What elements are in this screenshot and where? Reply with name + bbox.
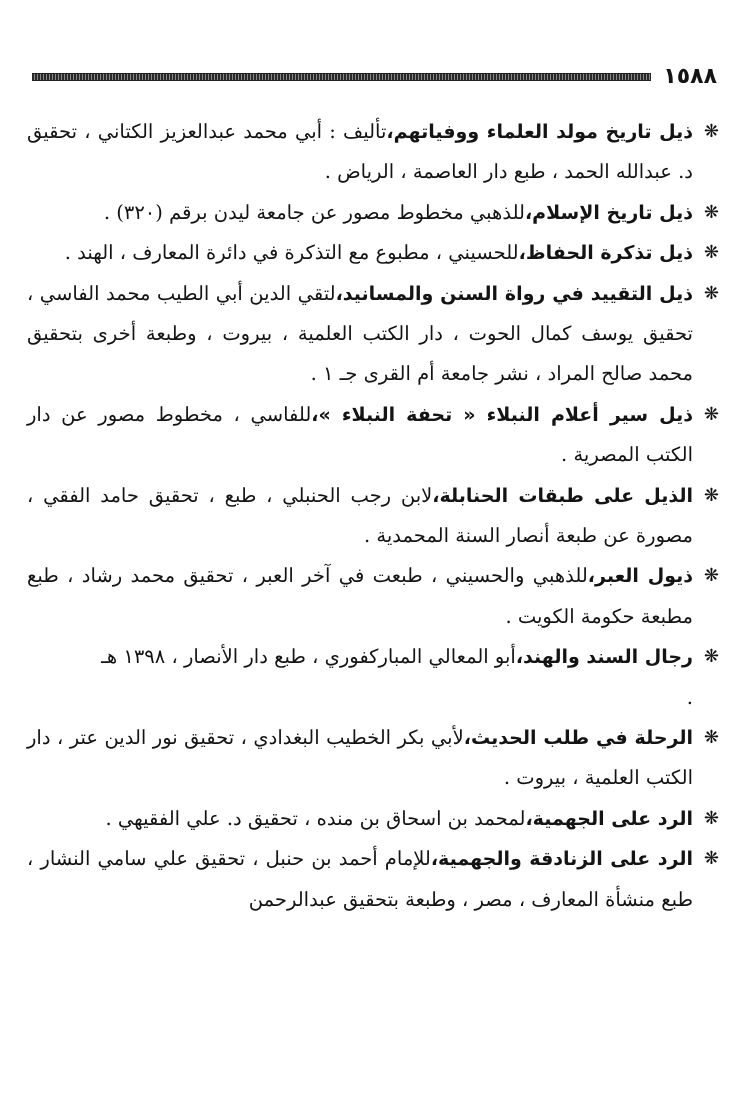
entry-text: لابن رجب الحنبلي ، طبع ، تحقيق حامد الفقي ، مصورة عن طبعة أنصار السنة المحمدية . [27, 483, 693, 548]
bibliography-entry [27, 112, 719, 193]
entry-text: تأليف : أبي محمد عبدالعزيز الكتاني ، تحقيق د. عبدالله الحمد ، طبع دار العاصمة ، الرياض . [27, 120, 693, 184]
entry-text: للذهبي مخطوط مصور عن جامعة ليدن برقم (٣٢٠) . [103, 200, 525, 224]
flower-bullet-icon: ❋ [703, 242, 719, 264]
flower-bullet-icon: ❋ [703, 403, 719, 425]
page-number: ١٥٨٨ [663, 64, 717, 89]
entry-trailing-dot: . [686, 685, 693, 709]
entry-title: الذيل على طبقات الحنابلة، [432, 484, 693, 507]
entry-text: للفاسي ، مخطوط مصور عن دار الكتب المصرية . [27, 402, 693, 467]
flower-bullet-icon: ❋ [703, 807, 719, 829]
bibliography-entry [27, 556, 719, 637]
entry-text: للحسيني ، مطبوع مع التذكرة في دائرة المعارف ، الهند . [64, 241, 519, 265]
entry-title: ذيول العبر، [587, 565, 693, 588]
entry-text: أبو المعالي المباركفوري ، طبع دار الأنصار ، ١٣٩٨ هـ [101, 645, 516, 669]
entry-title: الرحلة في طلب الحديث، [463, 727, 693, 750]
flower-bullet-icon: ❋ [703, 565, 719, 587]
flower-bullet-icon: ❋ [703, 646, 719, 668]
flower-bullet-icon: ❋ [703, 121, 719, 142]
entry-title: ذيل تذكرة الحفاظ، [518, 242, 693, 265]
bibliography-entry [27, 637, 719, 718]
flower-bullet-icon: ❋ [703, 282, 719, 304]
entry-title: ذيل تاريخ مولد العلماء ووفياتهم، [386, 121, 693, 143]
entry-title: الرد على الزنادقة والجهمية، [430, 848, 693, 871]
entry-text: لمحمد بن اسحاق بن منده ، تحقيق د. علي الفقيهي . [105, 806, 526, 830]
page-header [32, 64, 717, 90]
bibliography-entry [27, 718, 719, 799]
bibliography-entry [27, 193, 719, 233]
bibliography-entry [27, 274, 719, 395]
entry-title: ذيل سير أعلام النبلاء « تحفة النبلاء »، [311, 403, 694, 426]
bibliography-entry [27, 799, 719, 839]
flower-bullet-icon: ❋ [703, 848, 719, 870]
entry-title: رجال السند والهند، [515, 646, 693, 669]
flower-bullet-icon: ❋ [703, 727, 719, 749]
entry-title: الرد على الجهمية، [525, 807, 693, 830]
entry-title: ذيل تاريخ الإسلام، [524, 201, 693, 224]
entry-title: ذيل التقييد في رواة السنن والمسانيد، [335, 282, 693, 305]
entry-text: لتقي الدين أبي الطيب محمد الفاسي ، تحقيق يوسف كمال الحوت ، دار الكتب العلمية ، بيروت ، وطبعة أخرى بتحقيق محمد صالح المراد ، نشر جامعة أم القرى جـ ١ . [27, 281, 693, 386]
header-rule [32, 73, 651, 81]
entry-text: للذهبي والحسيني ، طبعت في آخر العبر ، تحقيق محمد رشاد ، طبع مطبعة حكومة الكويت . [27, 564, 693, 628]
entry-text: للإمام أحمد بن حنبل ، تحقيق علي سامي النشار ، طبع منشأة المعارف ، مصر ، وطبعة بتحقيق عبدالرحمن [27, 847, 693, 911]
bibliography-entry [27, 476, 719, 557]
bibliography-entry [27, 839, 719, 920]
entry-text: لأبي بكر الخطيب البغدادي ، تحقيق نور الدين عتر ، دار الكتب العلمية ، بيروت . [27, 726, 693, 790]
flower-bullet-icon: ❋ [703, 484, 719, 506]
bibliography-list [27, 112, 719, 920]
flower-bullet-icon: ❋ [703, 201, 719, 223]
bibliography-entry [27, 395, 719, 476]
bibliography-entry [27, 233, 719, 273]
